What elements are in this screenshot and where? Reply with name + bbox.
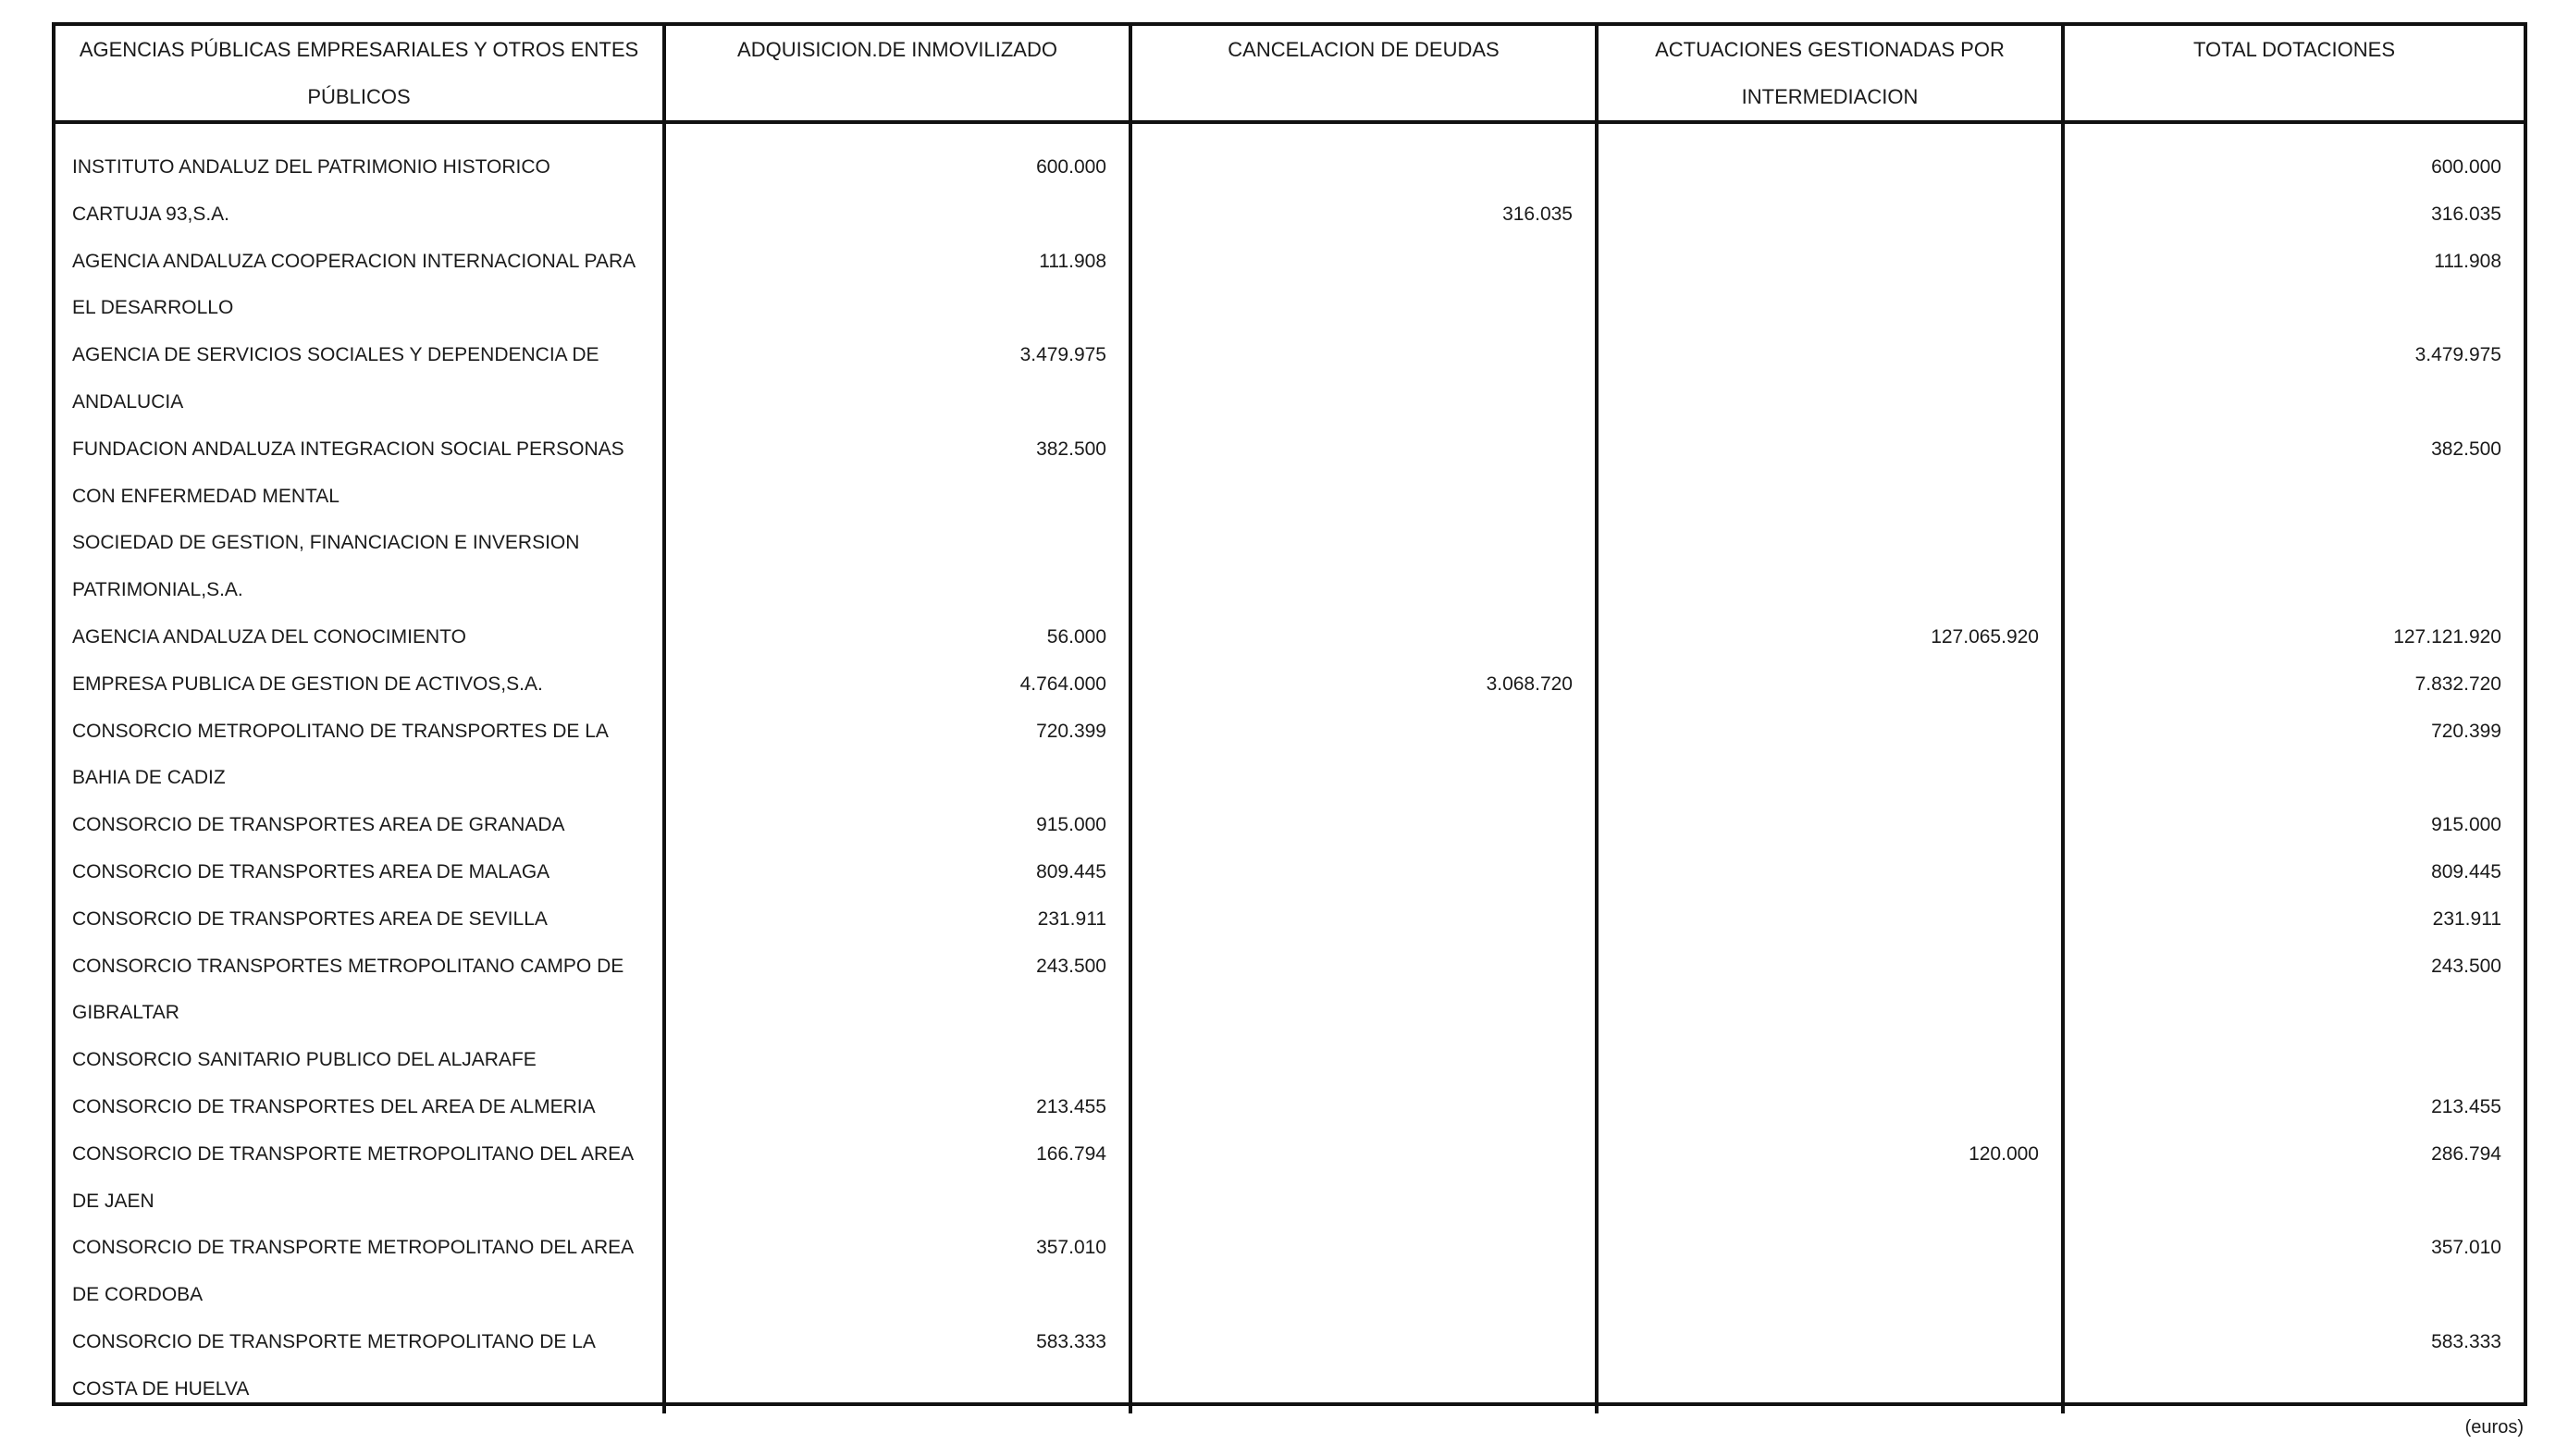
total-value: 127.121.920	[2393, 625, 2501, 648]
intermediation-value	[1599, 709, 2061, 756]
acquisition-spacer	[666, 1272, 1129, 1319]
total-value: 231.911	[2432, 907, 2501, 930]
header-entity	[56, 26, 664, 122]
intermediation-value	[1599, 1084, 2061, 1131]
total-value: 583.333	[2431, 1330, 2501, 1352]
total-value: 720.399	[2431, 720, 2501, 742]
total-value: 357.010	[2431, 1237, 2501, 1259]
intermediation-column	[1597, 122, 2063, 1413]
entity-name-continuation: DE JAEN	[72, 1190, 154, 1212]
total-value	[2065, 520, 2524, 567]
acquisition-value: 382.500	[1036, 438, 1106, 460]
acquisition-value: 243.500	[1036, 955, 1106, 977]
intermediation-value: 127.065.920	[1931, 625, 2039, 648]
total-value: 111.908	[2434, 250, 2501, 272]
acquisition-spacer	[666, 1366, 1129, 1413]
intermediation-value	[1599, 332, 2061, 379]
header-line: ADQUISICION.DE INMOVILIZADO	[737, 38, 1057, 61]
entity-name: CARTUJA 93,S.A.	[72, 203, 230, 225]
acquisition-spacer	[666, 1178, 1129, 1226]
total-spacer	[2065, 990, 2524, 1037]
total-value-list	[2065, 144, 2524, 1413]
total-value: 809.445	[2431, 860, 2501, 882]
total-spacer	[2065, 755, 2524, 802]
header-total	[2063, 26, 2524, 122]
intermediation-value	[1599, 661, 2061, 709]
debt-value	[1132, 944, 1595, 991]
acquisition-value: 111.908	[1039, 250, 1106, 272]
debt-value	[1132, 520, 1595, 567]
allocations-table	[56, 26, 2524, 1413]
entity-name: CONSORCIO DE TRANSPORTE METROPOLITANO DE LA	[72, 1330, 596, 1352]
debt-spacer	[1132, 285, 1595, 332]
acquisition-spacer	[666, 755, 1129, 802]
acquisition-value	[666, 191, 1129, 239]
entity-name-continuation: COSTA DE HUELVA	[72, 1377, 250, 1400]
entity-name: CONSORCIO METROPOLITANO DE TRANSPORTES DE LA	[72, 720, 609, 742]
debt-value: 3.068.720	[1486, 672, 1573, 695]
entity-name: AGENCIA ANDALUZA DEL CONOCIMIENTO	[72, 625, 466, 648]
acquisition-column	[664, 122, 1130, 1413]
intermediation-value	[1599, 426, 2061, 474]
acquisition-spacer	[666, 990, 1129, 1037]
acquisition-value: 213.455	[1036, 1095, 1106, 1117]
header-intermediation	[1597, 26, 2063, 122]
entity-name-continuation: GIBRALTAR	[72, 1002, 179, 1024]
acquisition-value: 4.764.000	[1019, 672, 1106, 695]
acquisition-value: 720.399	[1036, 720, 1106, 742]
header-line: AGENCIAS PÚBLICAS EMPRESARIALES Y OTROS ENTES	[79, 38, 639, 61]
intermediation-value-list	[1599, 144, 2061, 1413]
debt-spacer	[1132, 1178, 1595, 1226]
entity-name: CONSORCIO SANITARIO PUBLICO DEL ALJARAFE	[72, 1049, 537, 1071]
debt-value	[1132, 614, 1595, 661]
total-value: 382.500	[2431, 438, 2501, 460]
debt-spacer	[1132, 1366, 1595, 1413]
acquisition-value: 56.000	[1046, 625, 1106, 648]
entity-name: CONSORCIO DE TRANSPORTES AREA DE SEVILLA	[72, 907, 548, 930]
debt-value	[1132, 426, 1595, 474]
intermediation-spacer	[1599, 379, 2061, 426]
total-spacer	[2065, 567, 2524, 614]
intermediation-value	[1599, 849, 2061, 896]
entity-name: SOCIEDAD DE GESTION, FINANCIACION E INVERSION	[72, 532, 580, 554]
total-spacer	[2065, 1272, 2524, 1319]
total-value	[2065, 1037, 2524, 1084]
intermediation-value	[1599, 144, 2061, 191]
total-spacer	[2065, 285, 2524, 332]
intermediation-spacer	[1599, 755, 2061, 802]
entity-name: INSTITUTO ANDALUZ DEL PATRIMONIO HISTORICO	[72, 156, 550, 178]
debt-value	[1132, 144, 1595, 191]
debt-value	[1132, 239, 1595, 286]
total-value: 243.500	[2431, 955, 2501, 977]
total-spacer	[2065, 1178, 2524, 1226]
intermediation-value	[1599, 1319, 2061, 1366]
debt-spacer	[1132, 379, 1595, 426]
entity-name: CONSORCIO DE TRANSPORTES DEL AREA DE ALMERIA	[72, 1095, 596, 1117]
debt-spacer	[1132, 755, 1595, 802]
acquisition-spacer	[666, 285, 1129, 332]
acquisition-value: 166.794	[1036, 1142, 1106, 1165]
acquisition-spacer	[666, 474, 1129, 521]
allocations-table-frame	[52, 22, 2527, 1406]
table-header-row	[56, 26, 2524, 122]
debt-spacer	[1132, 990, 1595, 1037]
acquisition-value	[666, 1037, 1129, 1084]
intermediation-spacer	[1599, 1366, 2061, 1413]
entity-name-continuation: DE CORDOBA	[72, 1284, 204, 1306]
entity-name-continuation: ANDALUCIA	[72, 390, 184, 413]
entity-name: CONSORCIO DE TRANSPORTES AREA DE GRANADA	[72, 814, 565, 836]
entity-name: AGENCIA ANDALUZA COOPERACION INTERNACIONAL PARA	[72, 250, 636, 272]
entity-name-list	[56, 144, 662, 1413]
intermediation-value: 120.000	[1969, 1142, 2039, 1165]
intermediation-spacer	[1599, 567, 2061, 614]
debt-value	[1132, 849, 1595, 896]
debt-value	[1132, 896, 1595, 944]
entity-name-continuation: BAHIA DE CADIZ	[72, 767, 226, 789]
total-value: 286.794	[2431, 1142, 2501, 1165]
acquisition-spacer	[666, 567, 1129, 614]
total-column	[2063, 122, 2524, 1413]
debt-spacer	[1132, 567, 1595, 614]
debt-value	[1132, 802, 1595, 849]
total-spacer	[2065, 379, 2524, 426]
intermediation-value	[1599, 1037, 2061, 1084]
total-value: 7.832.720	[2414, 672, 2501, 695]
total-value: 3.479.975	[2414, 344, 2501, 366]
header-line: ACTUACIONES GESTIONADAS POR	[1655, 38, 2005, 61]
total-value: 600.000	[2431, 156, 2501, 178]
debt-value	[1132, 332, 1595, 379]
acquisition-value	[666, 520, 1129, 567]
acquisition-value-list	[666, 144, 1129, 1413]
debt-value	[1132, 709, 1595, 756]
intermediation-value	[1599, 191, 2061, 239]
intermediation-spacer	[1599, 990, 2061, 1037]
acquisition-value: 3.479.975	[1019, 344, 1106, 366]
header-acquisition	[664, 26, 1130, 122]
intermediation-value	[1599, 896, 2061, 944]
entity-name-continuation: PATRIMONIAL,S.A.	[72, 579, 243, 601]
intermediation-spacer	[1599, 1178, 2061, 1226]
entity-name: CONSORCIO DE TRANSPORTES AREA DE MALAGA	[72, 860, 550, 882]
entity-name-continuation: EL DESARROLLO	[72, 297, 234, 319]
intermediation-spacer	[1599, 474, 2061, 521]
debt-value	[1132, 1084, 1595, 1131]
header-line: INTERMEDIACION	[1741, 85, 1919, 108]
total-value: 213.455	[2431, 1095, 2501, 1117]
intermediation-value	[1599, 1225, 2061, 1272]
debt-value: 316.035	[1502, 203, 1573, 225]
total-value: 915.000	[2431, 814, 2501, 836]
header-line: CANCELACION DE DEUDAS	[1228, 38, 1500, 61]
entity-name: EMPRESA PUBLICA DE GESTION DE ACTIVOS,S.A.	[72, 672, 543, 695]
units-note: (euros)	[2464, 1417, 2524, 1437]
table-body-row	[56, 122, 2524, 1413]
acquisition-value: 809.445	[1036, 860, 1106, 882]
debt-value	[1132, 1319, 1595, 1366]
intermediation-value	[1599, 239, 2061, 286]
debt-value-list	[1132, 144, 1595, 1413]
intermediation-value	[1599, 802, 2061, 849]
entity-name: CONSORCIO TRANSPORTES METROPOLITANO CAMPO DE	[72, 955, 624, 977]
entity-name: CONSORCIO DE TRANSPORTE METROPOLITANO DEL AREA	[72, 1142, 635, 1165]
total-value: 316.035	[2431, 203, 2501, 225]
entity-column	[56, 122, 664, 1413]
total-spacer	[2065, 474, 2524, 521]
debt-spacer	[1132, 1272, 1595, 1319]
debt-column	[1130, 122, 1597, 1413]
intermediation-spacer	[1599, 1272, 2061, 1319]
header-line: TOTAL DOTACIONES	[2193, 38, 2395, 61]
entity-name: CONSORCIO DE TRANSPORTE METROPOLITANO DEL AREA	[72, 1237, 635, 1259]
debt-value	[1132, 1225, 1595, 1272]
intermediation-value	[1599, 520, 2061, 567]
total-spacer	[2065, 1366, 2524, 1413]
acquisition-value: 357.010	[1036, 1237, 1106, 1259]
intermediation-value	[1599, 944, 2061, 991]
entity-name: FUNDACION ANDALUZA INTEGRACION SOCIAL PERSONAS	[72, 438, 624, 460]
header-line: PÚBLICOS	[307, 85, 411, 108]
debt-spacer	[1132, 474, 1595, 521]
debt-value	[1132, 1131, 1595, 1178]
entity-name-continuation: CON ENFERMEDAD MENTAL	[72, 485, 340, 507]
acquisition-value: 600.000	[1036, 156, 1106, 178]
acquisition-value: 231.911	[1037, 907, 1106, 930]
header-debt-cancellation	[1130, 26, 1597, 122]
acquisition-value: 583.333	[1036, 1330, 1106, 1352]
entity-name: AGENCIA DE SERVICIOS SOCIALES Y DEPENDENCIA DE	[72, 344, 599, 366]
acquisition-spacer	[666, 379, 1129, 426]
acquisition-value: 915.000	[1036, 814, 1106, 836]
intermediation-spacer	[1599, 285, 2061, 332]
debt-value	[1132, 1037, 1595, 1084]
